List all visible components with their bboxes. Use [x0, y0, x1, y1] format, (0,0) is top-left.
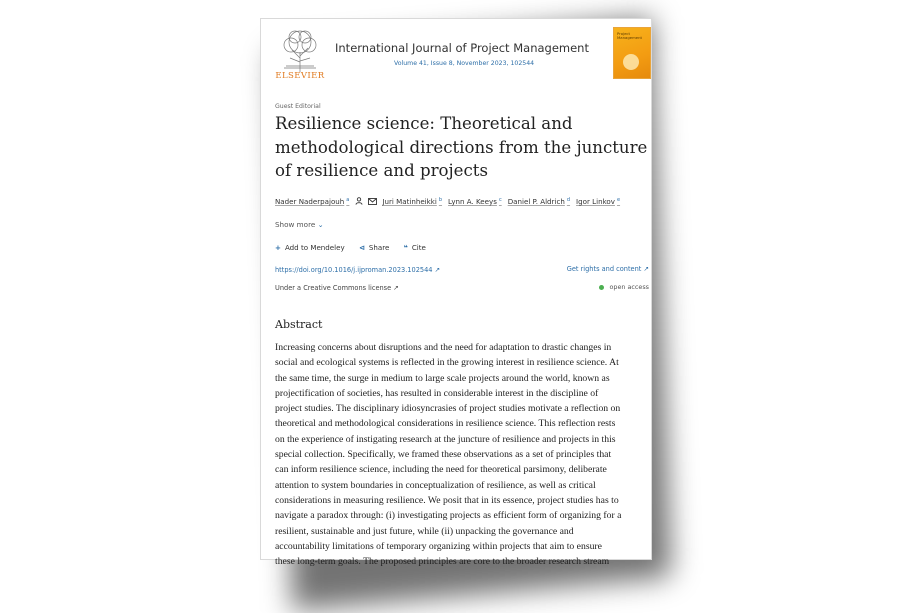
- publisher-name: ELSEVIER: [275, 71, 325, 81]
- person-icon[interactable]: [355, 197, 363, 207]
- author-link[interactable]: Igor Linkov $^e$: [576, 197, 621, 207]
- abstract-line: social and ecological systems is reflected in the growing interest in resilience science. At: [275, 357, 619, 369]
- email-icon[interactable]: [368, 198, 377, 207]
- elsevier-logo[interactable]: [275, 28, 325, 83]
- mendeley-label: Add to Mendeley: [284, 243, 345, 252]
- abstract-line: Increasing concerns about disruptions and the need for adaptation to drastic changes in: [275, 342, 612, 353]
- abstract-line: resilient, sustainable and just future, while (ii) unpacking the governance and: [275, 525, 574, 537]
- share-label: Share: [368, 243, 390, 252]
- external-link-icon: ↗: [643, 265, 649, 273]
- journal-title[interactable]: International Journal of Project Management: [335, 41, 589, 55]
- cite-label: Cite: [411, 243, 426, 252]
- share-button[interactable]: [359, 243, 389, 252]
- cite-button[interactable]: [404, 243, 426, 252]
- abstract-line: theoretical and methodological considerations in resilience science. This reflection rests: [275, 418, 616, 430]
- abstract-line: navigate a paradox through: (i) investigating projects as efficient form of organizing for a: [275, 510, 622, 522]
- abstract-line: project studies. The disciplinary idiosyncrasies of project studies motivate a reflection on: [275, 403, 621, 415]
- author-list: [275, 197, 651, 207]
- abstract-line: these long-term goals. The proposed principles are core to the broader research stream: [275, 556, 610, 568]
- author-link[interactable]: Daniel P. Aldrich $^d$: [507, 197, 571, 207]
- author-link[interactable]: Lynn A. Keeys $^c$: [448, 197, 502, 207]
- external-link-icon: ↗: [434, 266, 441, 274]
- article-type: Guest Editorial: [275, 103, 321, 110]
- article-toolbar: [275, 243, 438, 255]
- abstract-line: the same time, the surge in medium to large scale projects around the world, known as: [275, 372, 610, 384]
- abstract-line: projectification of societies, has resulted in considerable interest in the discipline of: [275, 387, 599, 399]
- share-icon: ⊲: [358, 243, 365, 252]
- open-access-badge: open access: [599, 283, 649, 291]
- license-link[interactable]: Under a Creative Commons license ↗: [275, 284, 399, 292]
- cover-title: Project Management: [617, 31, 643, 41]
- show-more-label: Show more: [275, 220, 316, 229]
- abstract-line: on the experience of instigating research at the juncture of resilience and projects in this: [275, 433, 616, 445]
- article-title: Resilience science: Theoretical and methodological directions from the juncture of resilience and projects: [275, 114, 648, 180]
- tree-icon: [280, 28, 320, 72]
- journal-cover[interactable]: [613, 27, 651, 79]
- external-link-icon: ↗: [393, 284, 399, 292]
- abstract-heading: Abstract: [275, 318, 323, 331]
- abstract-text: [275, 340, 651, 569]
- abstract-line: can inform resilience science, including the need for theoretical parsimony, deliberate: [275, 464, 607, 476]
- author-link[interactable]: Juri Matinheikki $^b$: [382, 197, 443, 207]
- cover-graphic: [623, 54, 639, 70]
- abstract-line: considerations in measuring resilience. We posit that in its essence, project studies has to: [275, 494, 619, 506]
- article-page: [260, 18, 652, 568]
- chevron-down-icon: ⌄: [317, 220, 324, 229]
- abstract-line: special collection. Specifically, we framed these observations as a set of principles that: [275, 449, 612, 461]
- rights-link[interactable]: Get rights and content ↗: [566, 265, 649, 273]
- show-more-button[interactable]: [275, 220, 324, 229]
- author-link[interactable]: Nader Naderpajouh $^a$: [275, 197, 350, 207]
- open-access-icon: [599, 285, 604, 290]
- add-to-mendeley-button[interactable]: [275, 243, 345, 252]
- plus-icon: +: [275, 243, 281, 252]
- doi-link[interactable]: https://doi.org/10.1016/j.ijproman.2023.102544 ↗: [275, 266, 441, 274]
- abstract-line: attention to system boundaries in conceptualization of resilience, as well as critical: [275, 479, 596, 491]
- quote-icon: ❝: [403, 243, 408, 252]
- abstract-line: accountability limitations of temporary organizing within projects that aim to ensure: [275, 540, 602, 552]
- journal-issue[interactable]: Volume 41, Issue 8, November 2023, 102544: [394, 60, 535, 67]
